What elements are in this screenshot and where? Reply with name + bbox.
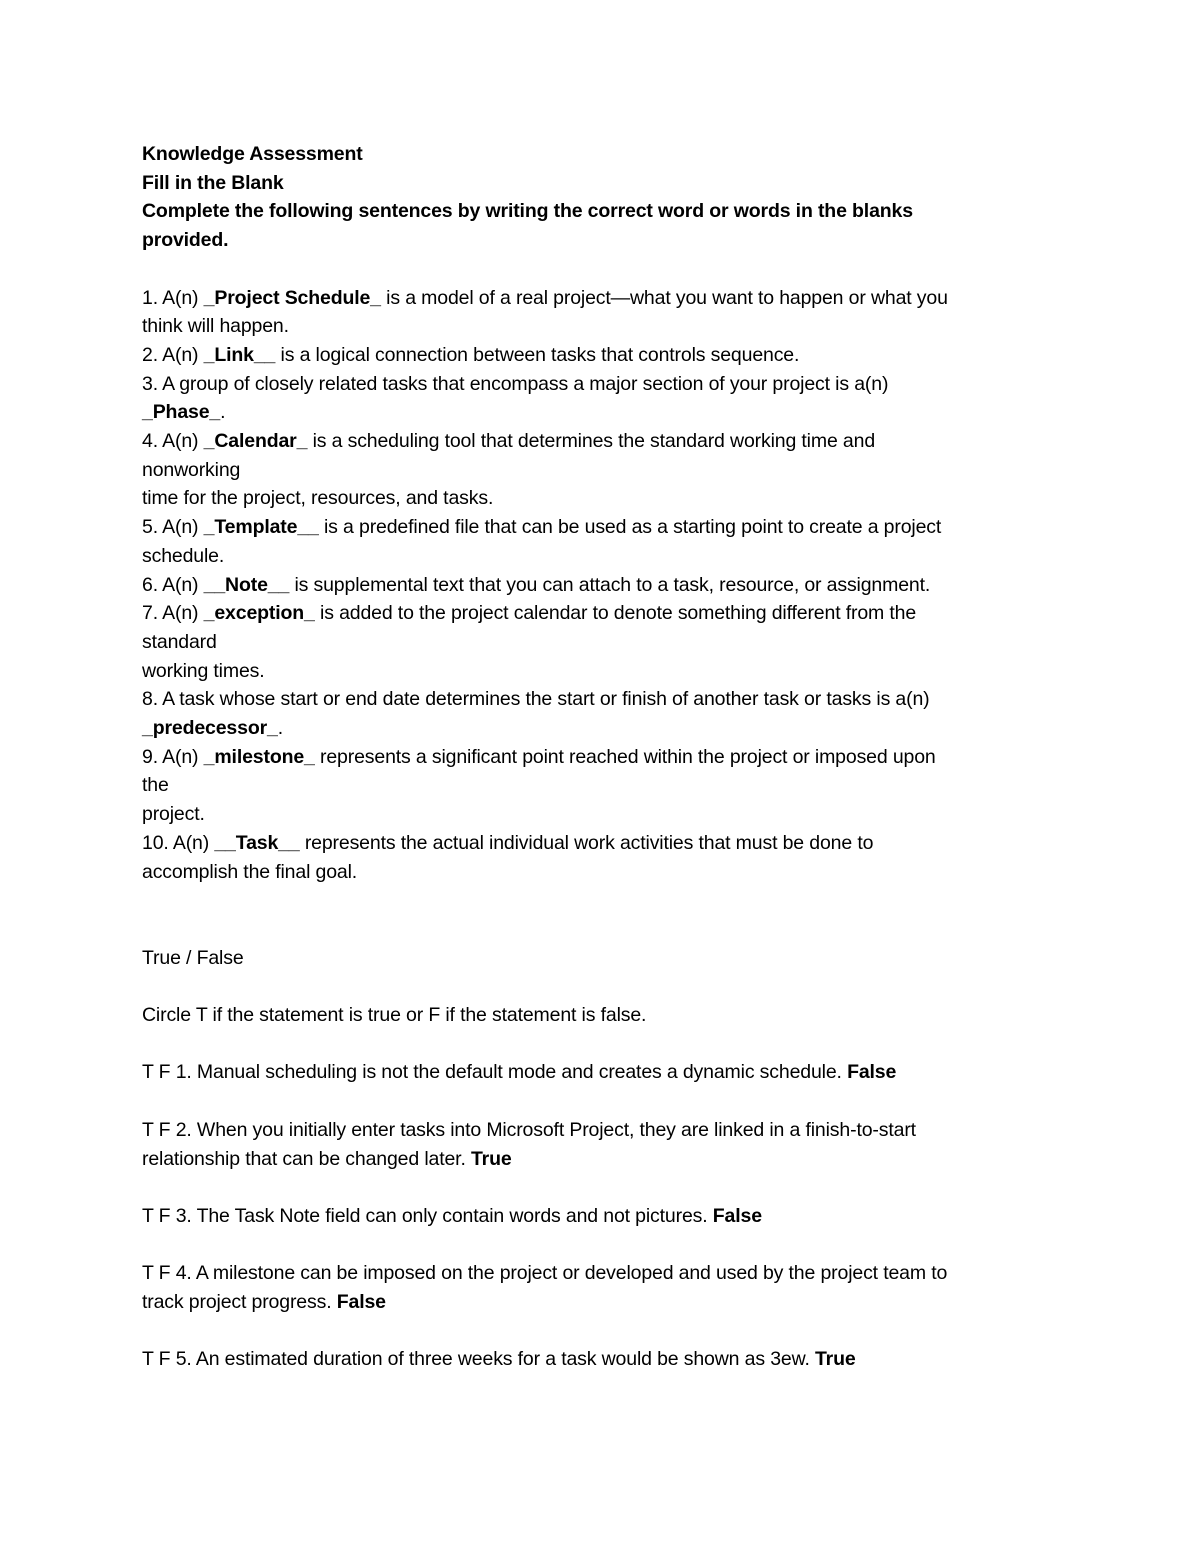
true-false-line xyxy=(142,1202,1062,1231)
fill-in-item xyxy=(142,513,1062,570)
question-text: represents the actual individual work activities that must be done to xyxy=(299,831,874,854)
fill-in-line xyxy=(142,484,1062,513)
statement-text: T F 1. Manual scheduling is not the default mode and creates a dynamic schedule. xyxy=(142,1061,848,1084)
true-false-line xyxy=(142,1259,1062,1288)
question-text: . xyxy=(277,717,284,740)
fill-in-line xyxy=(142,829,1062,858)
question-text: 7. A(n) xyxy=(142,602,204,625)
answer-text: False xyxy=(712,1204,762,1227)
fill-in-line xyxy=(142,398,1062,427)
question-text: standard xyxy=(142,630,217,653)
fill-in-item xyxy=(142,427,1062,513)
fill-in-line xyxy=(142,685,1062,714)
spacer xyxy=(142,1087,1062,1116)
question-text: is a scheduling tool that determines the standard working time and xyxy=(307,430,876,453)
spacer xyxy=(142,972,1062,1001)
spacer xyxy=(142,886,1062,943)
fill-in-line xyxy=(142,571,1062,600)
question-text: time for the project, resources, and tasks. xyxy=(142,487,494,510)
fill-in-line xyxy=(142,284,1062,313)
fill-in-line xyxy=(142,542,1062,571)
answer-text: True xyxy=(814,1348,856,1371)
answer-text: _Link__ xyxy=(203,343,276,366)
fill-in-line xyxy=(142,714,1062,743)
answer-text: _milestone_ xyxy=(203,745,315,768)
fill-in-item xyxy=(142,829,1062,886)
fill-in-item xyxy=(142,370,1062,427)
fill-in-item xyxy=(142,284,1062,341)
fill-in-item xyxy=(142,599,1062,685)
fill-in-item xyxy=(142,685,1062,742)
page-title: Knowledge Assessment xyxy=(142,143,363,165)
spacer xyxy=(142,255,1062,284)
answer-text: False xyxy=(847,1061,897,1084)
fill-in-line xyxy=(142,771,1062,800)
true-false-line xyxy=(142,1288,1062,1317)
true-false-item xyxy=(142,1202,1062,1259)
question-text: 2. A(n) xyxy=(142,343,204,366)
question-text: project. xyxy=(142,803,205,826)
instructions-line-1: Complete the following sentences by writing the correct word or words in the blanks xyxy=(142,200,913,223)
statement-text: T F 4. A milestone can be imposed on the project or developed and used by the project team to xyxy=(142,1262,948,1285)
question-text: is a predefined file that can be used as a starting point to create a project xyxy=(318,516,942,539)
fill-in-line xyxy=(142,800,1062,829)
fill-in-line xyxy=(142,858,1062,887)
fill-in-line xyxy=(142,370,1062,399)
answer-text: True xyxy=(471,1147,512,1170)
fill-in-line xyxy=(142,628,1062,657)
question-text: is added to the project calendar to denote something different from the xyxy=(314,602,917,625)
fill-in-line xyxy=(142,599,1062,628)
spacer xyxy=(142,1173,1062,1202)
true-false-item xyxy=(142,1058,1062,1115)
fill-in-line xyxy=(142,427,1062,456)
question-text: accomplish the final goal. xyxy=(142,860,358,883)
answer-text: _Calendar_ xyxy=(203,430,308,453)
section-heading-fill-in: Fill in the Blank xyxy=(142,171,284,194)
question-text: is supplemental text that you can attach to a task, resource, or assignment. xyxy=(289,573,931,596)
true-false-list xyxy=(142,1058,1062,1374)
true-false-line xyxy=(142,1145,1062,1174)
spacer xyxy=(142,1231,1062,1260)
question-text: working times. xyxy=(142,659,265,682)
true-false-item xyxy=(142,1116,1062,1202)
answer-text: __Task__ xyxy=(214,831,300,854)
fill-in-item xyxy=(142,571,1062,600)
question-text: 4. A(n) xyxy=(142,430,204,453)
question-text: 6. A(n) xyxy=(142,573,204,596)
question-text: 5. A(n) xyxy=(142,516,204,539)
statement-text: T F 3. The Task Note field can only contain words and not pictures. xyxy=(142,1204,713,1227)
true-false-item xyxy=(142,1259,1062,1345)
statement-text: T F 5. An estimated duration of three weeks for a task would be shown as 3ew. xyxy=(142,1348,815,1371)
spacer xyxy=(142,1317,1062,1346)
statement-text: relationship that can be changed later. xyxy=(142,1147,471,1170)
answer-text: _predecessor_ xyxy=(142,717,278,740)
answer-text: _exception_ xyxy=(203,602,315,625)
question-text: 8. A task whose start or end date determines the start or finish of another task or tasks is a(n) xyxy=(142,688,930,711)
answer-text: _Project Schedule_ xyxy=(203,286,381,309)
answer-text: __Note__ xyxy=(203,573,290,596)
spacer xyxy=(142,1030,1062,1059)
question-text: 10. A(n) xyxy=(142,831,215,854)
question-text: schedule. xyxy=(142,544,225,567)
question-text: is a model of a real project—what you want to happen or what you xyxy=(380,286,948,309)
question-text: 3. A group of closely related tasks that encompass a major section of your project is a(n) xyxy=(142,372,889,395)
fill-in-line xyxy=(142,341,1062,370)
answer-text: False xyxy=(336,1291,386,1314)
question-text: 1. A(n) xyxy=(142,286,204,309)
question-text: the xyxy=(142,774,169,797)
question-text: nonworking xyxy=(142,458,241,481)
section-heading-true-false: True / False xyxy=(142,946,244,969)
true-false-item xyxy=(142,1345,1062,1374)
fill-in-line xyxy=(142,743,1062,772)
question-text: is a logical connection between tasks that controls sequence. xyxy=(275,343,800,366)
question-text: represents a significant point reached within the project or imposed upon xyxy=(314,745,936,768)
true-false-line xyxy=(142,1116,1062,1145)
fill-in-line xyxy=(142,312,1062,341)
fill-in-line xyxy=(142,513,1062,542)
fill-in-item xyxy=(142,743,1062,829)
fill-in-line xyxy=(142,456,1062,485)
instructions-line-2: provided. xyxy=(142,229,229,252)
fill-in-list xyxy=(142,284,1062,887)
true-false-line xyxy=(142,1345,1062,1374)
document-body xyxy=(142,140,1062,1374)
answer-text: _Phase_ xyxy=(142,401,221,424)
statement-text: track project progress. xyxy=(142,1291,337,1314)
question-text: . xyxy=(220,401,226,424)
answer-text: _Template__ xyxy=(203,516,319,539)
true-false-instructions: Circle T if the statement is true or F if the statement is false. xyxy=(142,1004,647,1027)
statement-text: T F 2. When you initially enter tasks into Microsoft Project, they are linked in a finish-to-start xyxy=(142,1118,916,1141)
question-text: think will happen. xyxy=(142,315,289,338)
true-false-line xyxy=(142,1058,1062,1087)
question-text: 9. A(n) xyxy=(142,745,204,768)
fill-in-item xyxy=(142,341,1062,370)
fill-in-line xyxy=(142,657,1062,686)
